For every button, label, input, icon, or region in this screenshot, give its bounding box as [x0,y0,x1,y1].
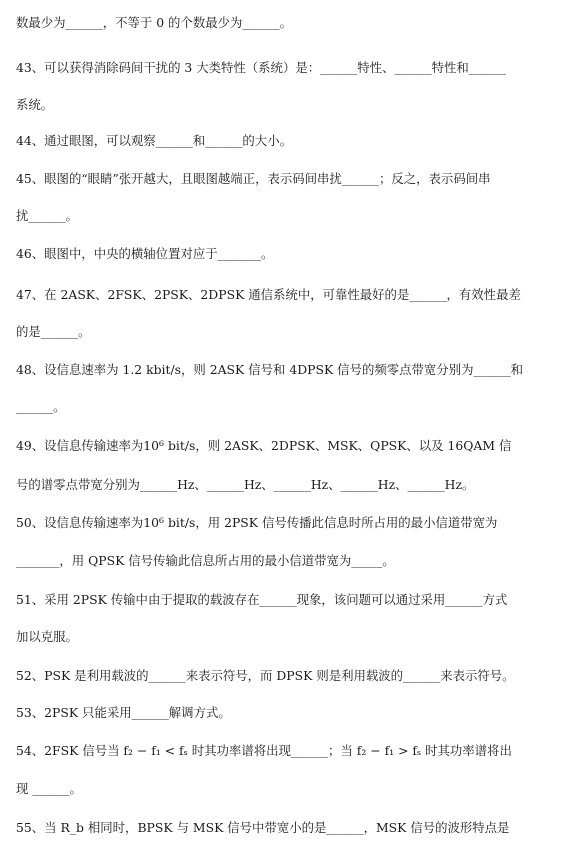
question-line: 53、2PSK 只能采用______解调方式。 [16,705,231,720]
question-line: 现 ______。 [16,781,82,796]
question-line: 44、通过眼图，可以观察______和______的大小。 [16,133,292,148]
question-line: 50、设信息传输速率为10⁶ bit/s，用 2PSK 信号传播此信息时所占用的最小信道带宽为 [16,515,498,530]
question-line: 55、当 R_b 相同时，BPSK 与 MSK 信号中带宽小的是______，MSK 信号的波形特点是 [16,820,510,835]
question-line: 51、采用 2PSK 传输中由于提取的载波存在______现象，该问题可以通过采用______方式 [16,592,508,607]
question-line: 系统。 [16,97,54,112]
question-line: 号的谱零点带宽分别为______Hz、______Hz、______Hz、______Hz、______Hz。 [16,477,475,492]
question-line: 扰______。 [16,208,78,223]
question-line: 的是______。 [16,324,91,339]
question-line: 45、眼图的“眼睛”张开越大，且眼图越端正，表示码间串扰______；反之，表示码间串 [16,171,491,186]
question-line: _______，用 QPSK 信号传输此信息所占用的最小信道带宽为_____。 [16,553,395,568]
question-line: 48、设信息速率为 1.2 kbit/s，则 2ASK 信号和 4DPSK 信号的频零点带宽分别为______和 [16,362,524,377]
question-line: 43、可以获得消除码间干扰的 3 大类特性（系统）是：______特性、______特性和______ [16,60,506,75]
question-line: 49、设信息传输速率为10⁶ bit/s，则 2ASK、2DPSK、MSK、QPSK、以及 16QAM 信 [16,438,512,453]
question-line: 加以克服。 [16,629,78,644]
question-line: 47、在 2ASK、2FSK、2PSK、2DPSK 通信系统中，可靠性最好的是______，有效性最差 [16,287,521,302]
question-line: 数最少为______，不等于 0 的个数最少为______。 [16,15,292,30]
question-line: 46、眼图中，中央的横轴位置对应于_______。 [16,246,274,261]
question-line: 54、2FSK 信号当 f₂ − f₁ < fₛ 时其功率谱将出现______；当 f₂ − f₁ > fₛ 时其功率谱将出 [16,743,512,758]
question-line: ______。 [16,399,66,414]
question-line: 52、PSK 是利用载波的______来表示符号，而 DPSK 则是利用载波的______来表示符号。 [16,668,515,683]
